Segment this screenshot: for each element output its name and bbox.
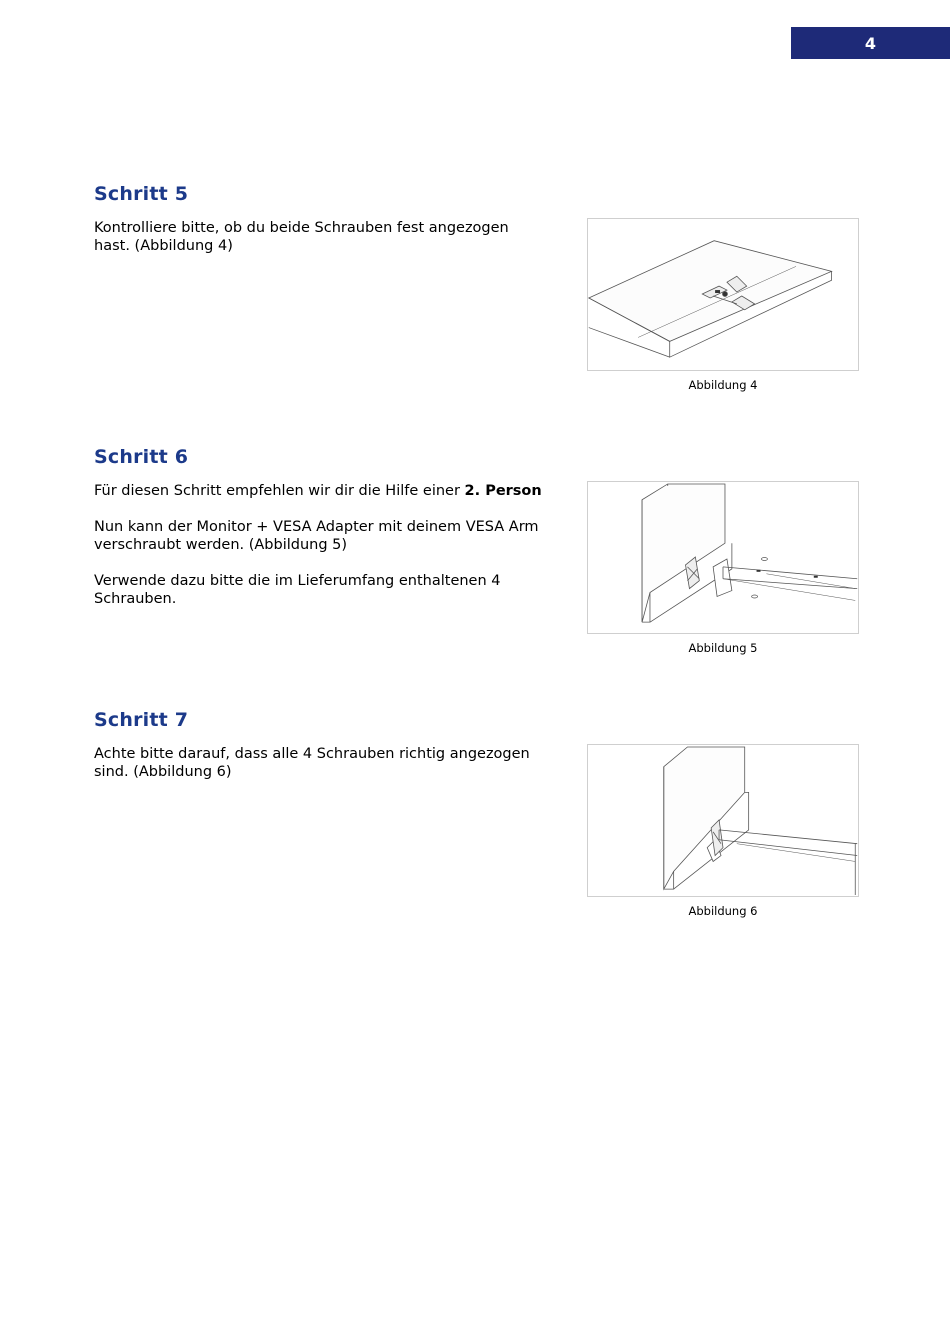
step-5-paragraph: Kontrolliere bitte, ob du beide Schrauben fest angezogen hast. (Abbildung 4) [94, 220, 509, 254]
step-6-section [94, 445, 860, 655]
figure-5-caption: Abbildung 5 [688, 641, 758, 655]
figure-6-illustration [587, 744, 859, 897]
step-6-text [94, 482, 544, 626]
figure-4-illustration [587, 218, 859, 371]
step-5-text [94, 219, 544, 273]
step-7-title: Schritt 7 [94, 709, 189, 731]
step-7-text [94, 745, 544, 799]
figure-6-caption: Abbildung 6 [688, 904, 758, 918]
step-5-section [94, 182, 860, 392]
step-6-paragraph-3: Verwende dazu bitte die im Lieferumfang enthaltenen 4 Schrauben. [94, 573, 501, 607]
step-6-text-normal: Für diesen Schritt empfehlen wir dir die Hilfe einer [94, 483, 465, 499]
page-number: 4 [864, 33, 877, 53]
step-5-title: Schritt 5 [94, 183, 189, 205]
page-number-badge [791, 27, 950, 59]
step-6-paragraph-2: Nun kann der Monitor + VESA Adapter mit deinem VESA Arm verschraubt werden. (Abbildung 5) [94, 519, 539, 553]
figure-4-caption: Abbildung 4 [688, 378, 758, 392]
step-6-text-bold: 2. Person [464, 483, 542, 499]
step-6-paragraph-1 [94, 482, 544, 500]
step-7-section [94, 708, 860, 918]
step-6-title: Schritt 6 [94, 446, 189, 468]
step-7-paragraph: Achte bitte darauf, dass alle 4 Schrauben richtig angezogen sind. (Abbildung 6) [94, 746, 530, 780]
figure-5-illustration [587, 481, 859, 634]
